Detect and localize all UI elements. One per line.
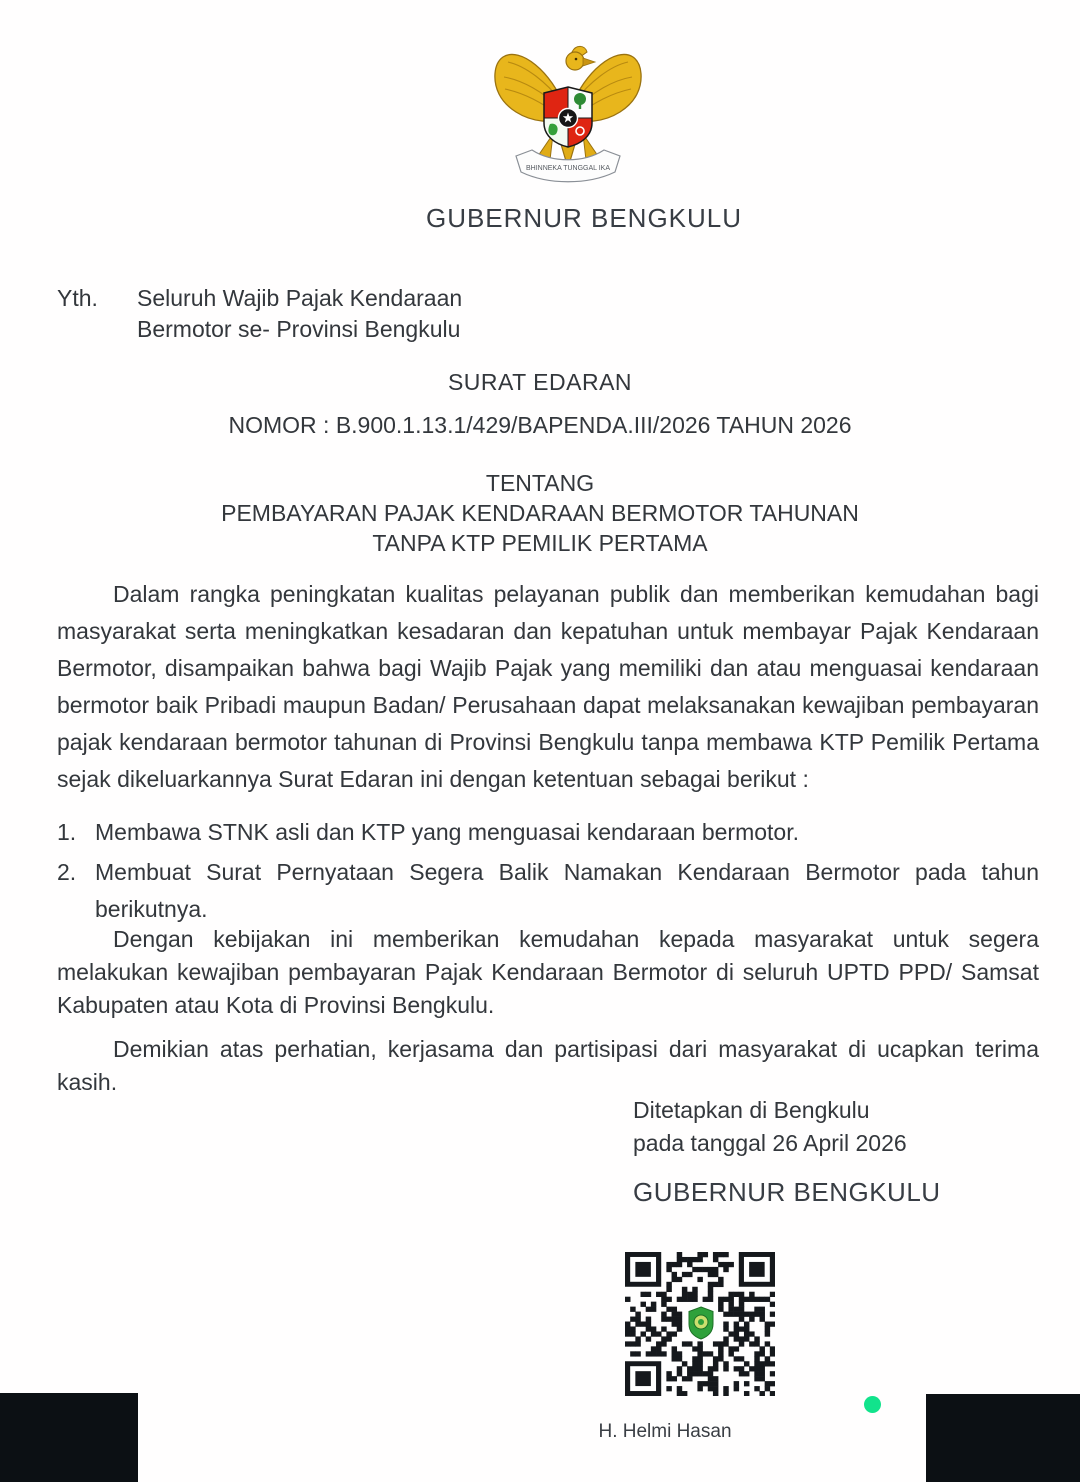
signature-block — [633, 1094, 941, 1209]
body-paragraph-1: Dalam rangka peningkatan kualitas pelayanan publik dan memberikan kemudahan bagi masyarakat serta meningkatkan kesadaran dan kepatuhan untuk membayar Pajak Kendaraan Bermotor, disampaikan bahwa bagi Wajib Pajak yang memiliki dan atau menguasai kendaraan bermotor baik Pribadi maupun Badan/ Perusahaan dapat melaksanakan kewajiban pembayaran pajak kendaraan bermotor tahunan di Provinsi Bengkulu tanpa membawa KTP Pemilik Pertama sejak dikeluarkannya Surat Edaran ini dengan ketentuan sebagai berikut : — [57, 581, 1039, 792]
body-paragraph-3: Demikian atas perhatian, kerjasama dan partisipasi dari masyarakat di ucapkan terima kasih. — [57, 1036, 1039, 1095]
bottom-left-black-bar — [0, 1393, 138, 1482]
list-item-1-text: Membawa STNK asli dan KTP yang menguasai kendaraan bermotor. — [95, 819, 800, 845]
signature-date: pada tanggal 26 April 2026 — [633, 1130, 907, 1156]
recipient-label: Yth. — [57, 285, 98, 311]
qr-code — [625, 1252, 775, 1396]
document-subject-block — [0, 468, 1080, 558]
document-number: NOMOR : B.900.1.13.1/429/BAPENDA.III/2026 TAHUN 2026 — [228, 412, 852, 438]
signature-title: GUBERNUR BENGKULU — [633, 1177, 941, 1207]
green-dot-indicator — [864, 1396, 881, 1413]
emblem-motto-text: BHINNEKA TUNGGAL IKA — [525, 165, 611, 172]
list-item-2-number: 2. — [57, 859, 77, 885]
recipient-address — [137, 283, 462, 345]
garuda-emblem-svg — [492, 31, 644, 191]
recipient-line-2: Bermotor se- Provinsi Bengkulu — [137, 316, 461, 342]
signature-place: Ditetapkan di Bengkulu — [633, 1097, 870, 1123]
body-paragraph-2: Dengan kebijakan ini memberikan kemudahan kepada masyarakat untuk segera melakukan kewajiban pembayaran Pajak Kendaraan Bermotor di seluruh UPTD PPD/ Samsat Kabupaten atau Kota di Provinsi Bengkulu. — [57, 926, 1039, 1018]
list-item-2-text: Membuat Surat Pernyataan Segera Balik Namakan Kendaraan Bermotor pada tahun berikutnya. — [95, 859, 1039, 922]
requirements-list — [57, 814, 1039, 931]
signer-name: H. Helmi Hasan — [598, 1421, 732, 1442]
recipient-line-1: Seluruh Wajib Pajak Kendaraan — [137, 285, 463, 311]
subject-line-2: TANPA KTP PEMILIK PERTAMA — [372, 530, 708, 556]
document-title: SURAT EDARAN — [447, 369, 633, 395]
about-label: TENTANG — [485, 470, 595, 496]
recipient-block — [57, 283, 462, 345]
list-item-2 — [57, 854, 1039, 928]
list-item-1 — [57, 814, 1039, 851]
letterhead-title: GUBERNUR BENGKULU — [425, 203, 743, 233]
list-item-1-number: 1. — [57, 819, 77, 845]
qr-center-shield-logo — [685, 1304, 717, 1342]
garuda-pancasila-emblem — [492, 31, 644, 191]
subject-line-1: PEMBAYARAN PAJAK KENDARAAN BERMOTOR TAHUNAN — [221, 500, 859, 526]
bottom-right-black-bar — [926, 1394, 1080, 1482]
